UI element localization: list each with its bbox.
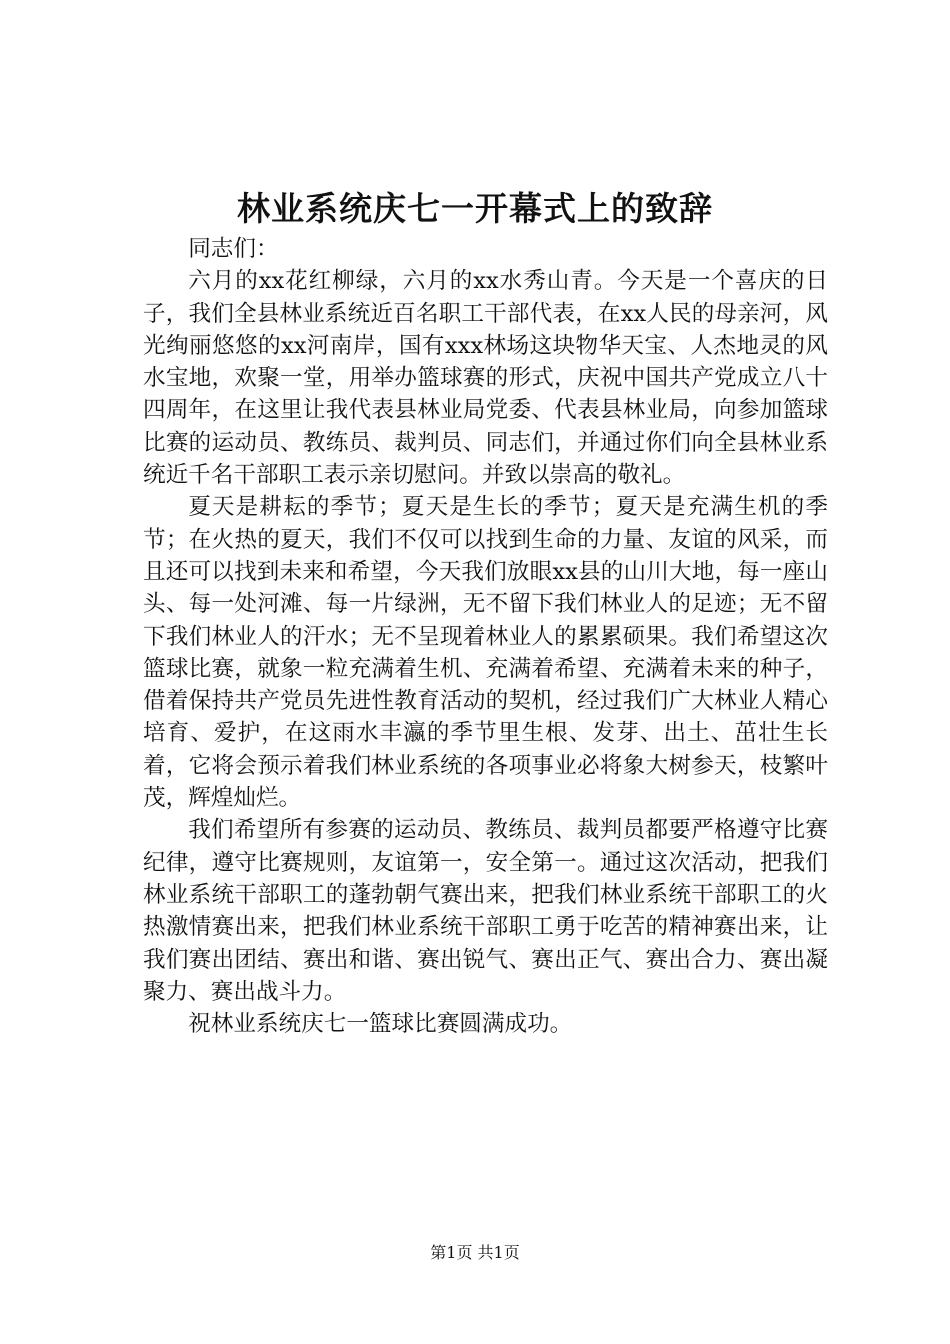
- document-title: 林业系统庆七一开幕式上的致辞: [237, 189, 713, 228]
- paragraph-4: 祝林业系统庆七一篮球比赛圆满成功。: [188, 1011, 573, 1038]
- page-number-footer: 第1页 共1页: [430, 1243, 520, 1262]
- document-body: [143, 233, 828, 1040]
- paragraph-3: 我们希望所有参赛的运动员、教练员、裁判员都要严格遵守比赛纪律，遵守比赛规则，友谊第一，安全第一。通过这次活动，把我们林业系统干部职工的蓬勃朝气赛出来，把我们林业系统干部职工的火热激情赛出来，把我们林业系统干部职工勇于吃苦的精神赛出来，让我们赛出团结、赛出和谐、赛出锐气、赛出正气、赛出合力、赛出凝聚力、赛出战斗力。: [143, 817, 828, 1005]
- paragraph-1: 六月的xx花红柳绿，六月的xx水秀山青。今天是一个喜庆的日子，我们全县林业系统近百名职工干部代表，在xx人民的母亲河，风光绚丽悠悠的xx河南岸，国有xxx林场这块物华天宝、人杰地灵的风水宝地，欢聚一堂，用举办篮球赛的形式，庆祝中国共产党成立八十四周年，在这里让我代表县林业局党委、代表县林业局，向参加篮球比赛的运动员、教练员、裁判员、同志们，并通过你们向全县林业系统近千名干部职工表示亲切慰问。并致以崇高的敬礼。: [143, 268, 828, 489]
- paragraph-2: 夏天是耕耘的季节；夏天是生长的季节；夏天是充满生机的季节；在火热的夏天，我们不仅可以找到生命的力量、友谊的风采，而且还可以找到未来和希望，今天我们放眼xx县的山川大地，每一座山头、每一处河滩、每一片绿洲，无不留下我们林业人的足迹；无不留下我们林业人的汗水；无不呈现着林业人的累累硕果。我们希望这次篮球比赛，就象一粒充满着生机、充满着希望、充满着未来的种子，借着保持共产党员先进性教育活动的契机，经过我们广大林业人精心培育、爱护，在这雨水丰瀛的季节里生根、发芽、出土、茁壮生长着，它将会预示着我们林业系统的各项事业必将象大树参天，枝繁叶茂，辉煌灿烂。: [143, 494, 828, 812]
- salutation: 同志们：: [188, 236, 279, 262]
